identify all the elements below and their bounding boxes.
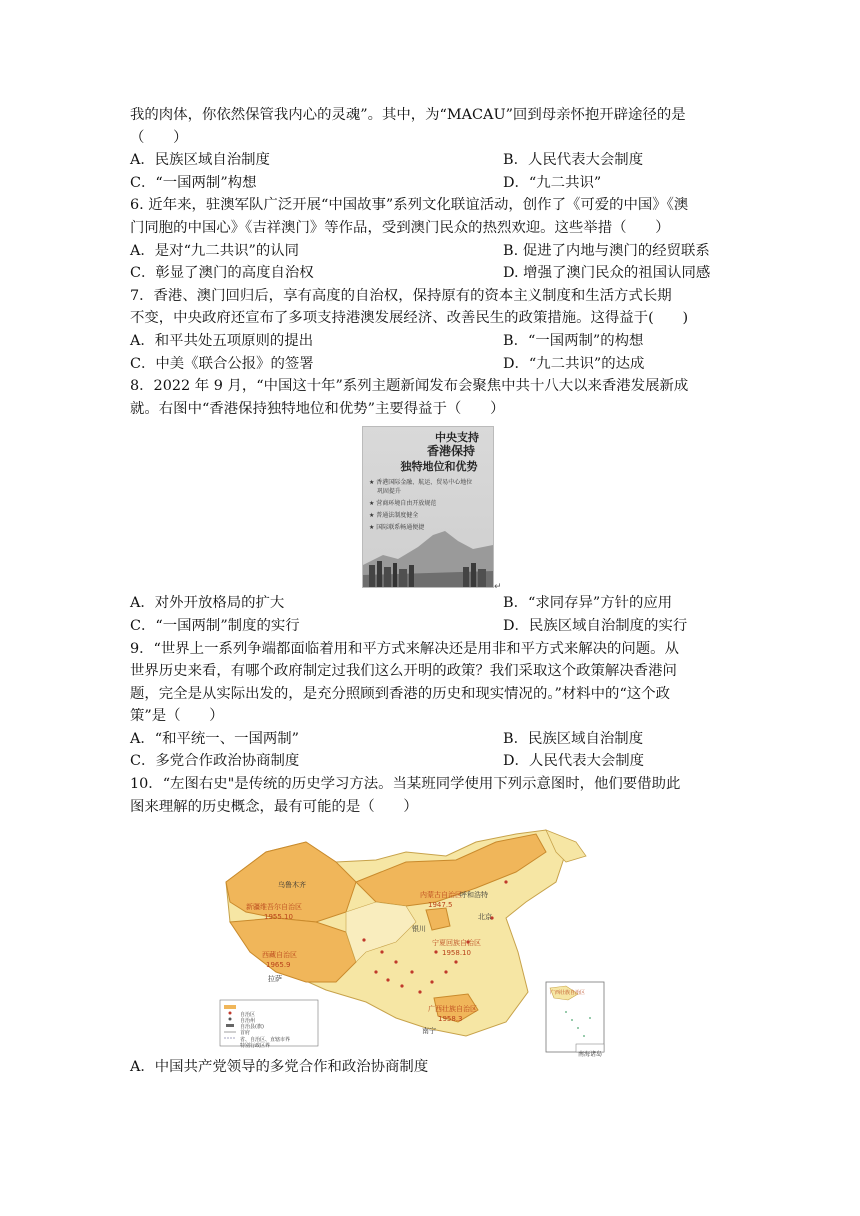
- poster-title-2: 香港保持: [426, 444, 475, 459]
- map-label: 广西壮族自治区: [428, 1005, 477, 1014]
- option-c[interactable]: C．“一国两制”构想: [130, 174, 257, 191]
- poster-title-3: 独特地位和优势: [400, 460, 478, 474]
- poster-bullet: ★ 香港国际金融、航运、贸易中心地位: [369, 479, 473, 487]
- map-label: 银川: [412, 925, 426, 934]
- option-c[interactable]: C．多党合作政治协商制度: [130, 753, 300, 770]
- map-date: 1947.5: [428, 901, 453, 910]
- map-legend-item: 自治县(旗): [240, 1024, 264, 1031]
- question-text: 题，完全是从实际出发的，是充分照顾到香港的历史和现实情况的。”材料中的“这个政: [130, 685, 670, 702]
- map-date: 1955.10: [264, 913, 293, 922]
- exam-page: [130, 104, 735, 1079]
- option-c[interactable]: C．中美《联合公报》的签署: [130, 355, 314, 372]
- return-arrow-icon: ↵: [494, 582, 502, 593]
- question-text: 10．“左图右史"是传统的历史学习方法。当某班同学使用下列示意图时，他们要借助此: [130, 776, 681, 793]
- option-d[interactable]: D．“九二共识”的达成: [503, 355, 645, 372]
- question-text: 世界历史来看，有哪个政府制定过我们这么开明的政策？我们采取这个政策解决香港问: [130, 663, 677, 680]
- map-label: 新疆维吾尔自治区: [246, 903, 302, 912]
- map-date: 1958.3: [438, 1015, 463, 1024]
- options-row: [130, 615, 735, 638]
- poster-bullet: ★ 普通法制度健全: [369, 512, 419, 520]
- options-row: [130, 728, 735, 751]
- option-b[interactable]: B．人民代表大会制度: [503, 152, 644, 169]
- map-date: 1965.9: [266, 961, 291, 970]
- option-b[interactable]: B. 促进了内地与澳门的经贸联系: [503, 242, 710, 259]
- options-row: [130, 149, 735, 172]
- options-row: [130, 330, 735, 353]
- map-label: 呼和浩特: [460, 891, 488, 900]
- map-label: 南宁: [422, 1027, 436, 1036]
- poster-bullet: ★ 营商环境自由开放规范: [369, 500, 437, 508]
- option-d[interactable]: D．人民代表大会制度: [503, 753, 645, 770]
- option-c[interactable]: C．彰显了澳门的高度自治权: [130, 265, 314, 282]
- map-label: 拉萨: [268, 975, 282, 984]
- map-label: 内蒙古自治区: [420, 891, 462, 900]
- option-b[interactable]: B．“求同存异”方针的应用: [503, 595, 673, 612]
- option-b[interactable]: B．民族区域自治制度: [503, 730, 644, 747]
- option-c[interactable]: C．“一国两制”制度的实行: [130, 617, 300, 634]
- option-a[interactable]: A．中国共产党领导的多党合作和政治协商制度: [130, 1059, 429, 1076]
- autonomous-regions-map: [206, 822, 662, 1059]
- poster-image: [362, 426, 494, 588]
- options-row: [130, 172, 735, 195]
- question-text: 我的肉体，你依然保管我内心的灵魂”。其中，为“MACAU”回到母亲怀抱开辟途径的是: [130, 107, 686, 123]
- option-a[interactable]: A．对外开放格局的扩大: [130, 595, 285, 612]
- question-text: 6. 近年来，驻澳军队广泛开展“中国故事”系列文化联谊活动，创作了《可爱的中国》《澳: [130, 197, 689, 214]
- question-text: 门同胞的中国心》《吉祥澳门》等作品，受到澳门民众的热烈欢迎。这些举措（ ）: [130, 219, 670, 236]
- option-d[interactable]: D．“九二共识”: [503, 174, 602, 191]
- options-row: [130, 750, 735, 773]
- option-a[interactable]: A．“和平统一、一国两制”: [130, 730, 300, 747]
- map-legend-item: 特别行政区界: [240, 1043, 271, 1050]
- option-a[interactable]: A．和平共处五项原则的提出: [130, 332, 314, 349]
- map-label: 宁夏回族自治区: [432, 939, 481, 948]
- answer-blank: （ ）: [130, 129, 188, 146]
- question-text: 策”是（ ）: [130, 708, 224, 725]
- map-label: 广西壮族自治区: [550, 990, 586, 997]
- poster-title-1: 中央支持: [435, 431, 479, 445]
- map-label: 西藏自治区: [262, 951, 297, 960]
- map-legend-item: 省、自治区、直辖市界: [240, 1037, 291, 1044]
- option-b[interactable]: B．“一国两制”的构想: [503, 332, 644, 349]
- option-d[interactable]: D. 增强了澳门民众的祖国认同感: [503, 265, 711, 282]
- question-text: 9．“世界上一系列争端都面临着用和平方式来解决还是用非和平方式来解决的问题。从: [130, 640, 679, 657]
- question-text: 就。右图中“香港保持独特地位和优势”主要得益于（ ）: [130, 400, 505, 417]
- option-a[interactable]: A．民族区域自治制度: [130, 152, 270, 169]
- hong-kong-poster-figure: [362, 426, 502, 593]
- option-d[interactable]: D．民族区域自治制度的实行: [503, 617, 688, 634]
- map-label: 南海诸岛: [578, 1051, 603, 1059]
- map-date: 1958.10: [442, 949, 471, 958]
- map-label: 乌鲁木齐: [278, 881, 306, 890]
- options-row: [130, 353, 735, 376]
- map-label: 北京: [478, 913, 492, 922]
- map-legend-item: 自治区: [240, 1012, 256, 1019]
- question-text: 8．2022 年 9 月，“中国这十年”系列主题新闻发布会聚焦中共十八大以来香港发展新成: [130, 378, 689, 395]
- poster-bullet: 巩固提升: [369, 488, 401, 496]
- question-text: 不变，中央政府还宣布了多项支持港澳发展经济、改善民生的政策措施。这得益于( ): [130, 310, 689, 327]
- options-row: [130, 240, 735, 263]
- question-text: 图来理解的历史概念，最有可能的是（ ）: [130, 798, 418, 815]
- options-row: [130, 262, 735, 285]
- options-row: [130, 592, 735, 615]
- poster-bullet: ★ 国际联系畅通便捷: [369, 524, 425, 532]
- option-a[interactable]: A．是对“九二共识”的认同: [130, 242, 300, 259]
- map-legend-item: 首府: [240, 1030, 251, 1037]
- skyline-graphic: [363, 525, 493, 587]
- question-text: 7．香港、澳门回归后，享有高度的自治权，保持原有的资本主义制度和生活方式长期: [130, 287, 672, 304]
- map-legend-item: 自治州: [240, 1018, 256, 1025]
